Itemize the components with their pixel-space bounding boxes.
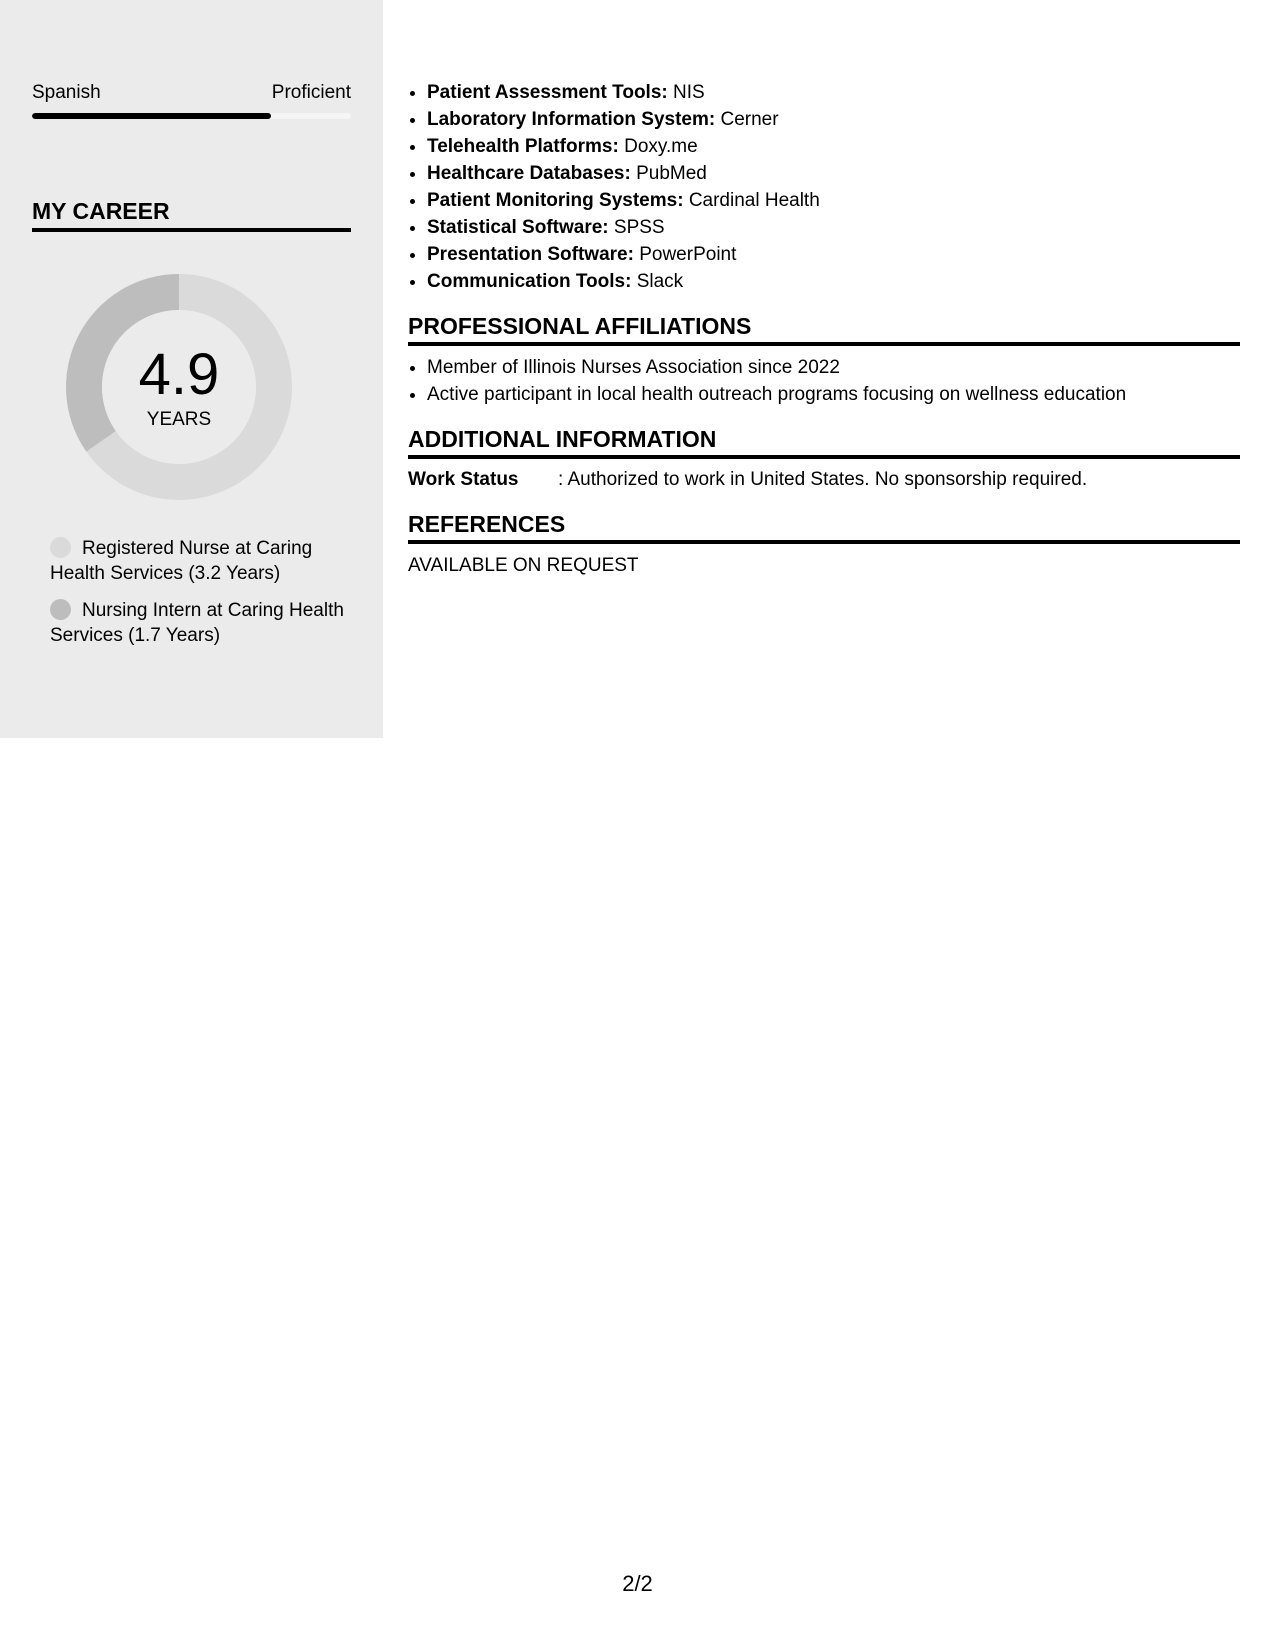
list-item [427,106,1240,133]
skill-label: Communication Tools: [427,271,632,292]
skill-label: Telehealth Platforms: [427,136,619,157]
language-proficiency-fill [32,113,271,119]
skill-value: Doxy.me [624,136,698,157]
language-level: Proficient [271,82,351,103]
skill-label: Presentation Software: [427,244,634,265]
references-text: AVAILABLE ON REQUEST [408,555,639,576]
section-heading: ADDITIONAL INFORMATION [408,424,1240,459]
career-total-unit: YEARS [146,409,212,430]
section-heading: REFERENCES [408,509,1240,544]
list-item [427,268,1240,295]
page-number: 2/2 [622,1571,653,1596]
skill-label: Laboratory Information System: [427,109,716,130]
career-total-value: 4.9 [138,342,220,407]
list-item [427,133,1240,160]
skill-value: Cerner [720,109,779,130]
career-legend-label: Registered Nurse at Caring Health Services (3.2 Years) [50,538,313,584]
references-section [408,509,1240,579]
skill-value: PowerPoint [639,244,737,265]
skill-label: Patient Monitoring Systems: [427,190,684,211]
list-item [427,79,1240,106]
skill-value: SPSS [613,217,665,238]
skill-value: Slack [636,271,684,292]
career-legend [50,536,350,660]
career-legend-item [50,598,350,648]
sidebar [0,0,383,738]
legend-dot-icon [50,537,71,558]
additional-info-section [408,424,1240,493]
list-item [427,214,1240,241]
skill-label: Healthcare Databases: [427,163,631,184]
career-heading: MY CAREER [32,196,351,232]
skill-value: Cardinal Health [688,190,820,211]
career-donut-chart [66,274,292,500]
list-item [427,160,1240,187]
language-name: Spanish [32,82,101,103]
list-item [427,187,1240,214]
affiliations-list [408,354,1240,408]
language-proficiency-bar [32,113,351,119]
work-status-row [408,467,1240,493]
list-item: • Member of Illinois Nurses Association since 2022 [427,354,1240,381]
skill-label: Statistical Software: [427,217,609,238]
main-content [408,79,1240,579]
legend-dot-icon [50,599,71,620]
skill-value: PubMed [636,163,707,184]
career-legend-item [50,536,350,586]
affiliations-section [408,311,1240,408]
list-item: • Active participant in local health outreach programs focusing on wellness education [427,381,1240,408]
work-status-value: : Authorized to work in United States. No sponsorship required. [558,469,1088,490]
work-status-label: Work Status [408,469,519,490]
language-row [32,80,351,106]
career-legend-label: Nursing Intern at Caring Health Services (1.7 Years) [50,600,344,646]
section-heading: PROFESSIONAL AFFILIATIONS [408,311,1240,346]
list-item [427,241,1240,268]
skills-list [408,79,1240,295]
skill-value: NIS [673,82,705,103]
skill-label: Patient Assessment Tools: [427,82,668,103]
